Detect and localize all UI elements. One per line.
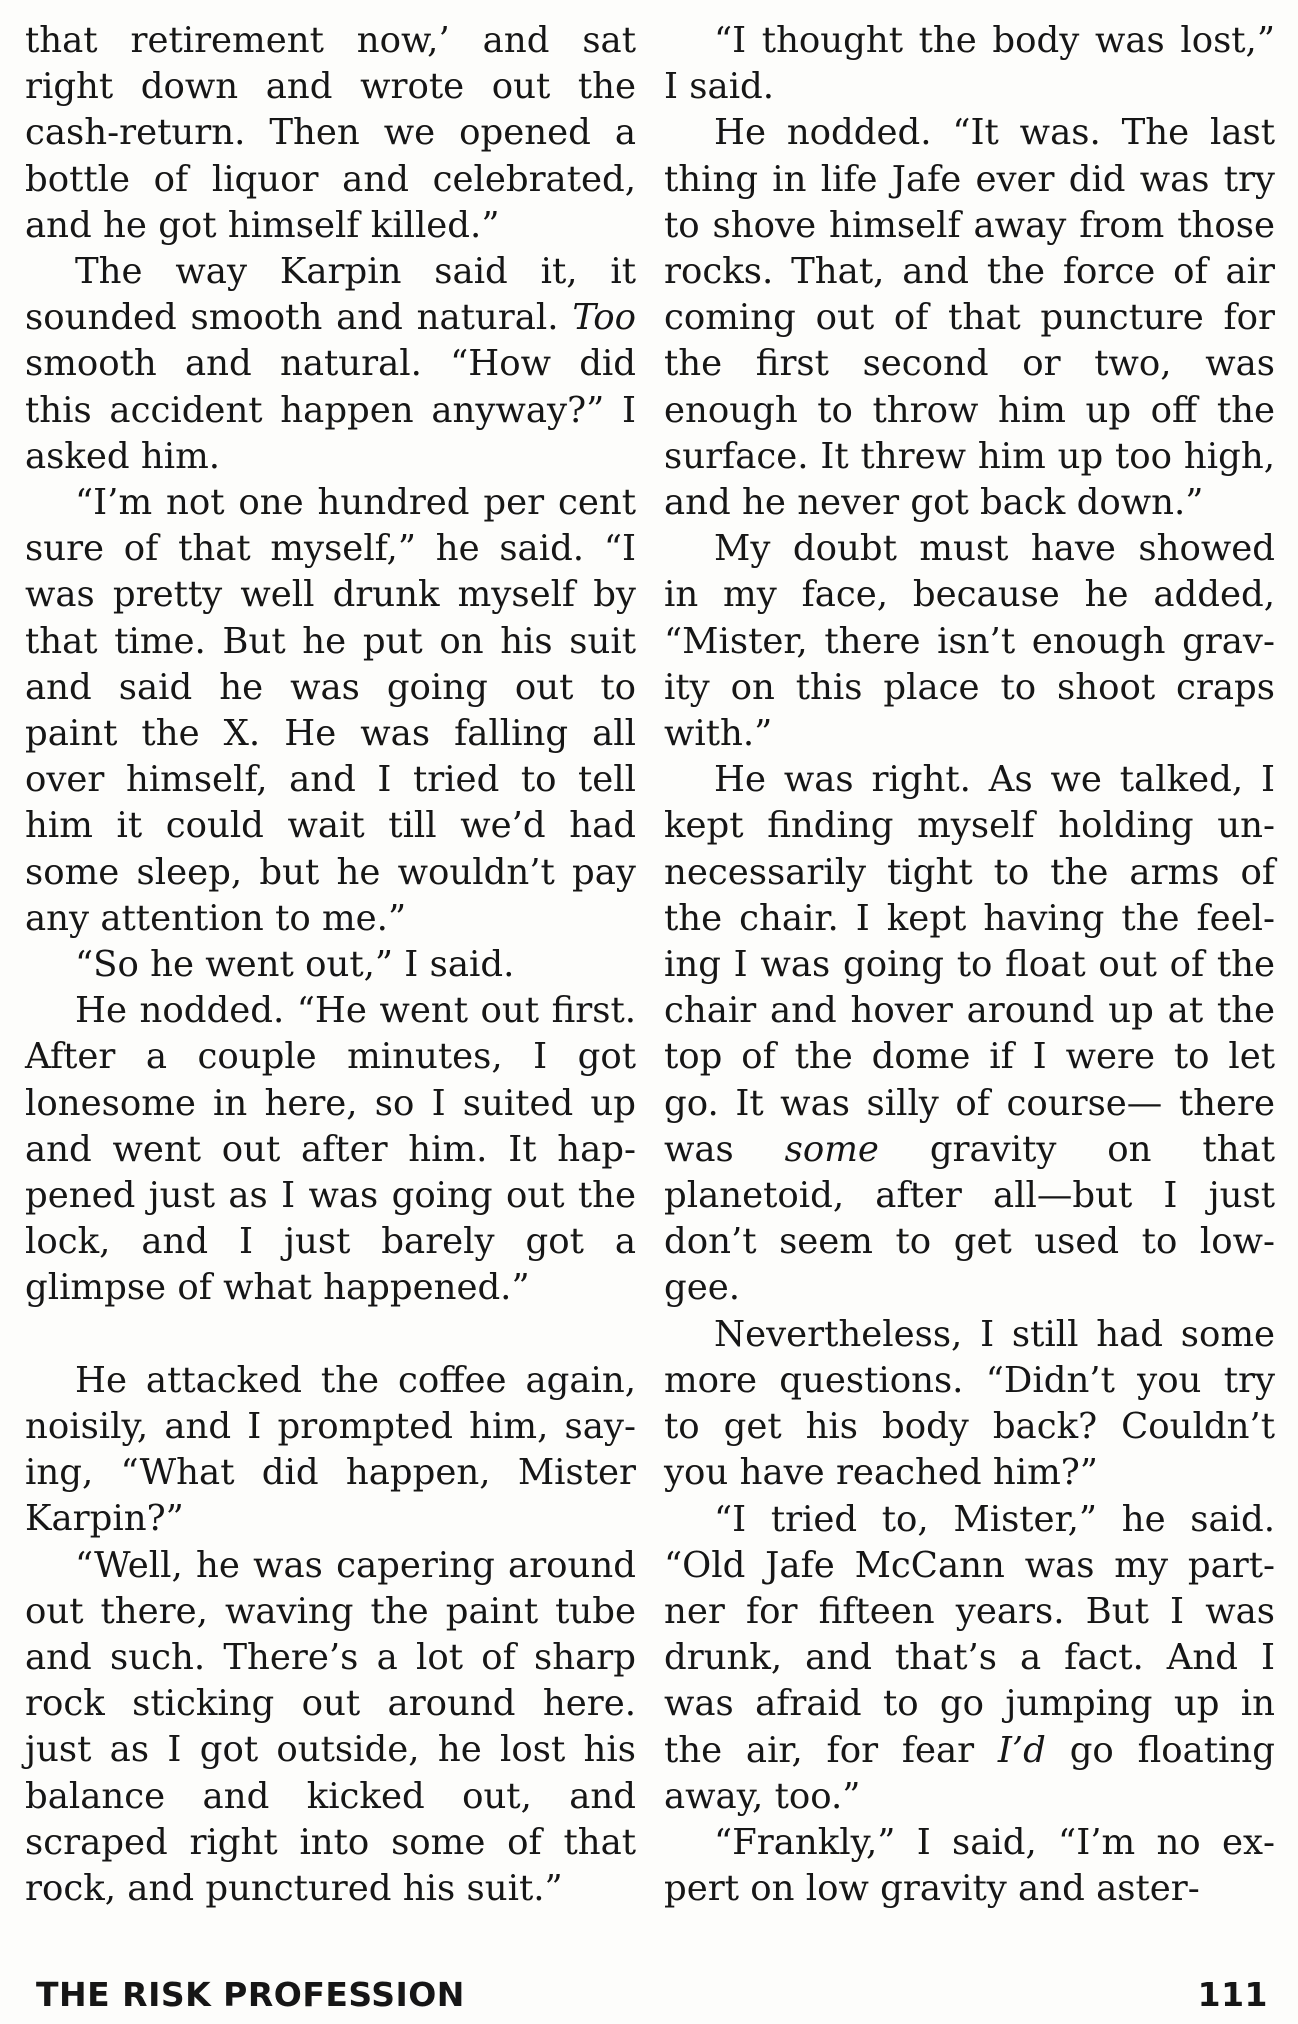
emphasis: Too [572, 297, 636, 339]
paragraph: “I’m not one hundred per cent sure of that myself,” he said. “I was pretty well drunk myself by that time. But he put on his suit and said he was going out to paint the X. He was falling all over himself, and I tried to tell him it could wait till we’d had some sleep, but he wouldn’t pay any attention to me.” [25, 482, 636, 939]
emphasis: some [784, 1128, 879, 1170]
paragraph: “Frankly,” I said, “I’m no expert on low gravity and aster- [664, 1821, 1275, 1910]
page-number: 111 [1197, 1975, 1268, 2014]
paragraph: “I tried to, Mister,” he said. “Old Jafe McCann was my partner for fifteen years. But I was drunk, and that’s a fact. And I was afraid to go jumping up in the air, for fear I’d go floating away, too.” [664, 1498, 1275, 1817]
paragraph: “Well, he was capering around out there, waving the paint tube and such. There’s a lot of sharp rock sticking out around here. just as I got outside, he lost his balance and kicked out, and scraped right into some of that rock, and punctured his suit.” [25, 1544, 636, 1909]
paragraph: that retirement now,’ and sat right down and wrote out the cash-return. Then we opened a bottle of liquor and celebrated, and he got himself killed.” [25, 20, 636, 246]
paragraph: My doubt must have showed in my face, because he added, “Mister, there isn’t enough gravity on this place to shoot craps with.” [664, 528, 1275, 755]
paragraph: The way Karpin said it, it sounded smooth and natural. Too smooth and natural. “How did this accident happen anyway?” I asked him. [25, 251, 636, 477]
paragraph: Nevertheless, I still had some more questions. “Didn’t you try to get his body back? Couldn’t you have reached him?” [664, 1313, 1275, 1494]
paragraph: He nodded. “He went out first. After a couple minutes, I got lonesome in here, so I suited up and went out after him. It happened just as I was going out the lock, and I just barely got a glimpse of what happened.” [25, 990, 636, 1309]
running-title: THE RISK PROFESSION [36, 1975, 465, 2014]
paragraph: “So he went out,” I said. [75, 944, 515, 986]
paragraph: He nodded. “It was. The last thing in life Jafe ever did was try to shove himself away from those rocks. That, and the force of air coming out of that puncture for the first second or two, was enough to throw him up off the surface. It threw him up too high, and he never got back down.” [664, 112, 1275, 524]
left-column [25, 18, 636, 1912]
paragraph: “I thought the body was lost,” I said. [664, 20, 1275, 108]
paragraph: He was right. As we talked, I kept finding myself holding unnecessarily tight to the arms of the chair. I kept having the feeling I was going to float out of the chair and hover around up at the top of the dome if I were to let go. It was silly of course— there was some gravity on that planetoid, after all—but I just don’t seem to get used to low-gee. [664, 759, 1275, 1309]
emphasis: I’d [997, 1729, 1046, 1771]
right-column [664, 18, 1275, 1912]
page-footer [36, 1970, 1278, 2020]
paragraph: He attacked the coffee again, noisily, and I prompted him, saying, “What did happen, Mister Karpin?” [25, 1359, 636, 1540]
